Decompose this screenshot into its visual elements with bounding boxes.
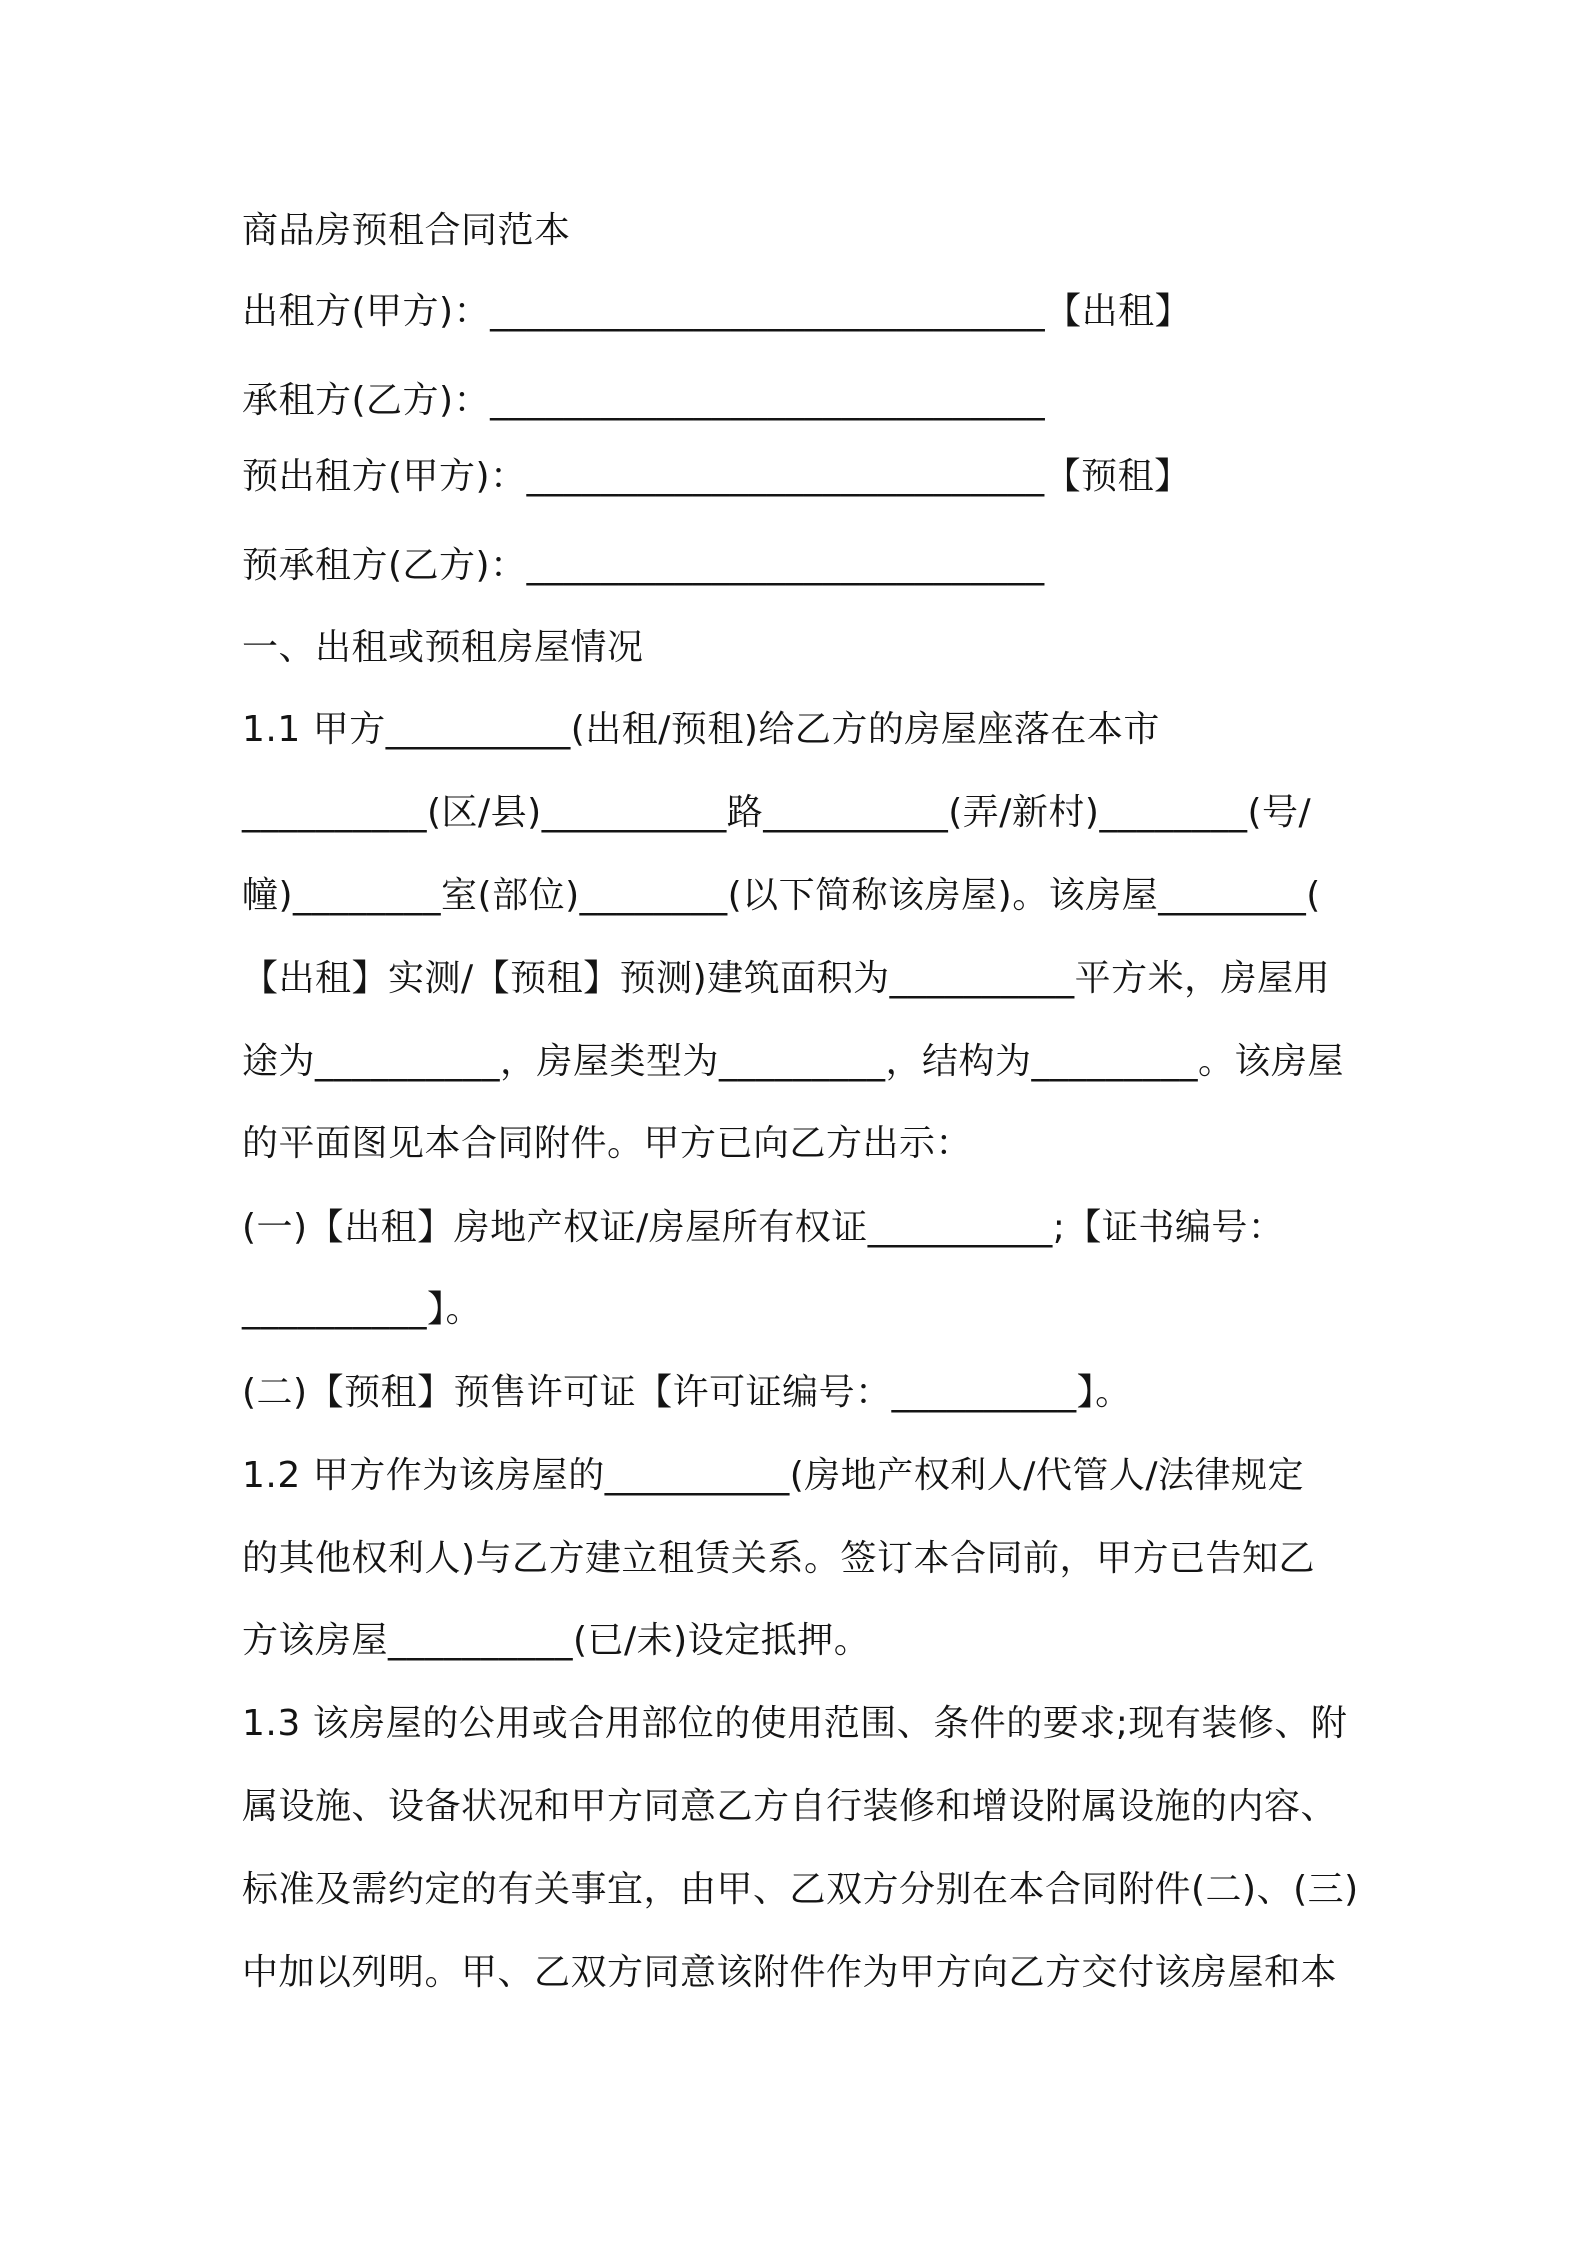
paragraph-line: 的其他权利人)与乙方建立租赁关系。签订本合同前，甲方已告知乙	[242, 1538, 1316, 1579]
paragraph-line: 的平面图见本合同附件。甲方已向乙方出示：	[242, 1123, 973, 1164]
paragraph-line: __________(区/县)__________路__________(弄/新村)________(号/	[242, 792, 1312, 833]
paragraph-line: 中加以列明。甲、乙双方同意该附件作为甲方向乙方交付该房屋和本	[242, 1952, 1338, 1993]
pre-lessor-line: 预出租方(甲方)：____________________________【预租】	[242, 456, 1191, 497]
lessee-line: 承租方(乙方)：______________________________	[242, 380, 1046, 421]
paragraph-line: __________】。	[242, 1289, 483, 1330]
paragraph-line: 【出租】实测/【预租】预测)建筑面积为__________平方米，房屋用	[242, 958, 1331, 999]
paragraph-line: 1.2 甲方作为该房屋的__________(房地产权利人/代管人/法律规定	[242, 1455, 1304, 1496]
paragraph-line: 1.3 该房屋的公用或合用部位的使用范围、条件的要求;现有装修、附	[242, 1703, 1348, 1744]
paragraph-line: 幢)________室(部位)________(以下简称该房屋)。该房屋________(	[242, 875, 1321, 916]
paragraph-line: (二)【预租】预售许可证【许可证编号：__________】。	[242, 1372, 1132, 1413]
paragraph-line: 方该房屋__________(已/未)设定抵押。	[242, 1620, 871, 1661]
lessor-line: 出租方(甲方)：______________________________【出租】	[242, 291, 1192, 332]
paragraph-line: 属设施、设备状况和甲方同意乙方自行装修和增设附属设施的内容、	[242, 1786, 1338, 1827]
paragraph-line: (一)【出租】房地产权证/房屋所有权证__________;【证书编号：	[242, 1207, 1285, 1248]
pre-lessee-line: 预承租方(乙方)：____________________________	[242, 545, 1045, 586]
section-heading: 一、出租或预租房屋情况	[242, 627, 644, 668]
document-title: 商品房预租合同范本	[242, 210, 571, 251]
paragraph-line: 1.1 甲方__________(出租/预租)给乙方的房屋座落在本市	[242, 709, 1160, 750]
paragraph-line: 标准及需约定的有关事宜，由甲、乙双方分别在本合同附件(二)、(三)	[242, 1869, 1359, 1910]
paragraph-line: 途为__________，房屋类型为_________，结构为_________。该房屋	[242, 1041, 1345, 1082]
